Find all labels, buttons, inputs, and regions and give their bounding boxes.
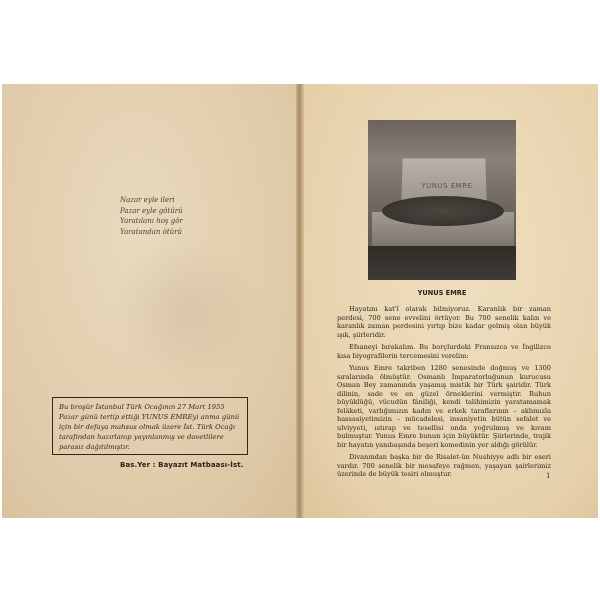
grave-mound [382, 196, 504, 226]
paper-stain [112, 236, 262, 386]
page-number: 1 [546, 472, 551, 480]
photo-foreground [368, 246, 516, 280]
poem-line: Yaratılanı hoş gör [120, 217, 183, 225]
notice-text: Bu broşür İstanbul Türk Ocağının 27 Mart 1955 Pazar günü tertip ettiği YUNUS EMREyi anma günü için bir defaya mahsus olmak üzere İst. Türk Ocağı tarafından hazırlanıp yayınlanmış ve davetlilere parasız dağıtılmıştır. [59, 403, 240, 451]
paragraph: Yunus Emre takriben 1280 senesinde doğmuş ve 1300 sıralarında ölmüştür. Osmanlı İmparatorluğunun kurucusu Osman Bey zamanında yaşamış mistik bir Türk şairidir. Türk dilinin, sade ve en güzel örneklerini vermiştir. Ruhun büyüklüğü, vücudün fâniliği, kendi talihimizin yaratamamak felâketi, varlığımızın kadın ve erkek taraflarının – aklımızla hassasiyetimizin – mücadelesi, insaniyetin bütün sefalet ve ulviyyeti, ıstırap ve tesellisi onda yoğrulmuş ve kıvam bulmuştur. Yunus Emre bunun için büyüktür. Şiirlerinde, trajik bir hayatın yanıbaşında beşeri komedinin yer aldığı görülür. [337, 364, 551, 449]
tomb-photo [368, 120, 516, 280]
tomb-headstone [401, 159, 486, 201]
poem-quatrain [120, 195, 240, 237]
poem-line: Pazar eyle götürü [120, 206, 183, 215]
paragraph: Divanından başka bir de Risalet-ün Nushiyye adlı bir eseri vardır. 700 senelik bir mesafeye rağmen, yaşayan şairlerimiz üzerinde de büyük tesiri olmuştur. [337, 453, 551, 478]
poem-line: Nazar eyle ileri [120, 196, 175, 204]
paragraph: Hayatını kat'î olarak bilmiyoruz. Karanlık bir zaman perdesi, 700 sene evvelini örtüyor. Bu 700 senelik kalın ve karanlık zaman perdesini yırtıp bize kadar gelmiş olan büyük ışık, şiirleridir. [337, 305, 551, 339]
photo-caption: YUNUS EMRE [417, 289, 467, 297]
headstone-inscription: YUNUS EMRE [421, 182, 473, 190]
distribution-notice [52, 397, 248, 455]
paragraph: Efsaneyi bırakalım. Bu borçlurdeki Fransızca ve İngilizce kısa biyografilerin tercemesini verelim: [337, 343, 551, 360]
book-spine [296, 84, 304, 518]
biography-text [337, 305, 551, 483]
printer-imprint: Bas.Yer : Bayazıt Matbaası-İst. [120, 461, 244, 469]
poem-line: Yaratandan ötürü [120, 227, 183, 236]
